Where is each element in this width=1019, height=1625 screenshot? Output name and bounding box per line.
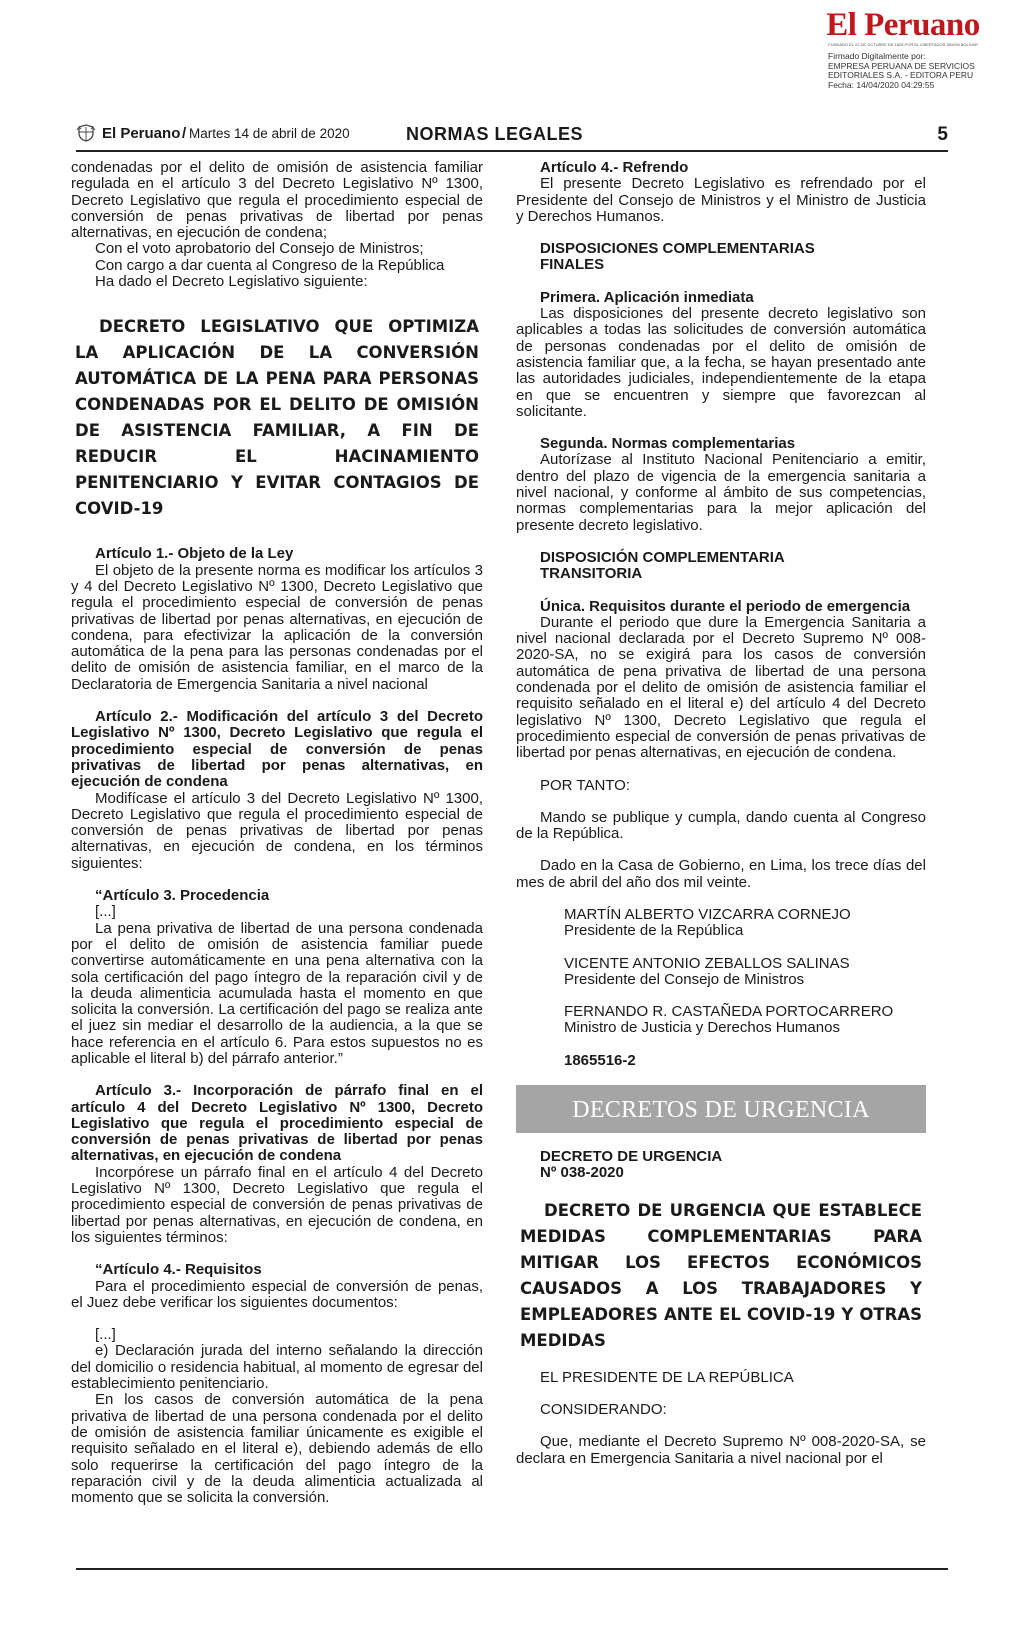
intro-paragraph: Con el voto aprobatorio del Consejo de Ministros; <box>95 240 424 258</box>
considerando-line: CONSIDERANDO: <box>540 1400 667 1418</box>
article-4-text: El presente Decreto Legislativo es refrendado por el Presidente del Consejo de Ministros y el Ministro de Justicia y Derechos Humanos. <box>516 175 926 225</box>
header-date: Martes 14 de abril de 2020 <box>189 126 350 141</box>
logo-tagline: FUNDADO EL 22 DE OCTUBRE DE 1825 POR EL LIBERTADOR SIMÓN BOLÍVAR <box>828 42 978 47</box>
signer-role: Presidente de la República <box>564 922 744 940</box>
intro-paragraph: condenadas por el delito de omisión de asistencia familiar regulada en el artículo 3 del Decreto Legislativo Nº 1300, Decreto Legislativo que regula el procedimiento especial de conversión de penas privativas de libertad por penas alternativas, en ejecución de condena; <box>71 159 483 242</box>
final-provisions-heading-2: FINALES <box>540 256 605 274</box>
article-3-text: Incorpórese un párrafo final en el artículo 4 del Decreto Legislativo Nº 1300, Decreto Legislativo que regula el procedimiento especial de conversión de penas privativas de libertad por penas alternativas, en ejecución de condena, en los siguientes términos: <box>71 1163 483 1246</box>
signature-line: EMPRESA PERUANA DE SERVICIOS <box>828 60 975 71</box>
sole-provision-heading: Única. Requisitos durante el periodo de emergencia <box>540 597 911 615</box>
whereas-paragraph: Que, mediante el Decreto Supremo Nº 008-2020-SA, se declara en Emergencia Sanitaria a nivel nacional por el <box>516 1433 926 1467</box>
quoted-ellipsis: [...] <box>95 1326 116 1344</box>
section-banner: DECRETOS DE URGENCIA <box>516 1085 926 1133</box>
por-tanto: POR TANTO: <box>540 776 631 794</box>
sole-provision-text: Durante el periodo que dure la Emergencia Sanitaria a nivel nacional declarada por el Decreto Supremo Nº 008-2020-SA, no se exigirá para los casos de conversión automática de pena privativa de libertad de una persona condenada por el delito de omisión de asistencia familiar el requisito señalado en el literal e) del artículo 4 del Decreto legislativo Nº 1300, Decreto Legislativo que regula el procedimiento especial de conversión de penas privativas de libertad por penas alternativas, en ejecución de condena. <box>516 613 926 762</box>
header-separator: / <box>182 125 187 142</box>
page-number: 5 <box>937 124 948 145</box>
signature-line: Fecha: 14/04/2020 04:29:55 <box>828 79 935 90</box>
quoted-final-paragraph: En los casos de conversión automática de la pena privativa de libertad de una persona condenada por el delito de omisión de asistencia familiar únicamente es exigible el requisito señalado en el literal e), debiendo además de ello solo requerirse la certificación del pago íntegro de la reparación civil y de la deuda alimenticia actualizada al momento que se solicita la conversión. <box>71 1391 483 1507</box>
article-1-heading: Artículo 1.- Objeto de la Ley <box>95 545 294 563</box>
article-1-text: El objeto de la presente norma es modificar los artículos 3 y 4 del Decreto Legislativo Nº 1300, Decreto Legislativo que regula el procedimiento especial de conversión de penas privativas de libertad por penas alternativas, en ejecución de condena, para efectivizar la aplicación de la conversión automática de la pena para las personas condenadas por el delito de omisión de asistencia familiar, en el marco de la Declaratoria de Emergencia Sanitaria a nivel nacional <box>71 561 483 693</box>
bottom-rule <box>76 1568 948 1570</box>
header-section: NORMAS LEGALES <box>406 124 584 144</box>
signature-line: Firmado Digitalmente por: <box>828 51 926 61</box>
urgency-decree-title: DECRETO DE URGENCIA <box>540 1148 723 1166</box>
transitory-provision-heading: DISPOSICIÓN COMPLEMENTARIA <box>540 548 785 566</box>
intro-paragraph: Con cargo a dar cuenta al Congreso de la República <box>95 256 445 274</box>
quoted-article-3-text: La pena privativa de libertad de una persona condenada por el delito de omisión de asistencia familiar puede convertirse automáticamente en una pena alternativa con la sola certificación del pago íntegro de la reparación civil y de la deuda alimenticia acumulada hasta el momento en que solicita la conversión. La certificación del pago se realiza ante el juez sin mediar el desarrollo de la audiencia, a la que se hace referencia en el artículo 6. Para estos supuestos no es aplicable el literal b) del párrafo anterior.” <box>71 919 483 1067</box>
president-line: EL PRESIDENTE DE LA REPÚBLICA <box>540 1368 794 1386</box>
dado-paragraph: Dado en la Casa de Gobierno, en Lima, los trece días del mes de abril del año dos mil veinte. <box>516 857 926 891</box>
article-2-text: Modifícase el artículo 3 del Decreto Legislativo Nº 1300, Decreto Legislativo que regula el procedimiento especial de conversión de penas privativas de libertad por penas alternativas, en ejecución de condena, en los términos siguientes: <box>71 789 483 872</box>
second-provision-heading: Segunda. Normas complementarias <box>540 435 796 453</box>
header-paper-name: El Peruano <box>102 125 181 142</box>
quoted-article-4-text: Para el procedimiento especial de conversión de penas, el Juez debe verificar los siguientes documentos: <box>71 1277 483 1311</box>
reference-number: 1865516-2 <box>564 1051 636 1069</box>
el-peruano-logo <box>818 8 988 47</box>
final-provisions-heading: DISPOSICIONES COMPLEMENTARIAS <box>540 240 815 258</box>
signer-name: FERNANDO R. CASTAÑEDA PORTOCARRERO <box>564 1003 894 1021</box>
logo-text: El Peruano <box>826 7 980 43</box>
article-3-heading: Artículo 3.- Incorporación de párrafo final en el artículo 4 del Decreto Legislativo Nº 1300, Decreto Legislativo que regula el procedimiento especial de conversión de penas privativas de libertad por penas alternativas, en ejecución de condena <box>71 1082 483 1165</box>
first-provision-heading: Primera. Aplicación inmediata <box>540 288 754 306</box>
article-2-heading: Artículo 2.- Modificación del artículo 3 del Decreto Legislativo Nº 1300, Decreto Legislativo que regula el procedimiento especial de conversión de penas privativas de libertad por penas alternativas, en ejecución de condena <box>71 708 483 791</box>
signer-role: Ministro de Justicia y Derechos Humanos <box>564 1019 840 1037</box>
first-provision-text: Las disposiciones del presente decreto legislativo son aplicables a todas las solicitudes de conversión automática de personas condenadas por el delito de omisión de asistencia familiar que, a la fecha, se hayan presentado ante las autoridades judiciales, independientemente de la etapa en que se encuentren y siempre que favorezcan al solicitante. <box>516 305 926 420</box>
signer-role: Presidente del Consejo de Ministros <box>564 970 805 988</box>
signer-name: VICENTE ANTONIO ZEBALLOS SALINAS <box>564 954 850 972</box>
decree-title: DECRETO LEGISLATIVO QUE OPTIMIZA LA APLICACIÓN DE LA CONVERSIÓN AUTOMÁTICA DE LA PENA PARA PERSONAS CONDENADAS POR EL DELITO DE OMISIÓN DE ASISTENCIA FAMILIAR, A FIN DE REDUCIR EL HACINAMIENTO PENITENCIARIO Y EVITAR CONTAGIOS DE COVID-19 <box>75 317 479 519</box>
digital-signature <box>828 52 998 90</box>
signer-name: MARTÍN ALBERTO VIZCARRA CORNEJO <box>564 905 851 923</box>
mando-paragraph: Mando se publique y cumpla, dando cuenta al Congreso de la República. <box>516 808 926 843</box>
right-column <box>516 160 926 1467</box>
quoted-article-4-heading: “Artículo 4.- Requisitos <box>95 1261 262 1279</box>
urgency-decree-subject: DECRETO DE URGENCIA QUE ESTABLECE MEDIDAS COMPLEMENTARIAS PARA MITIGAR LOS EFECTOS ECONÓMICOS CAUSADOS A LOS TRABAJADORES Y EMPLEADORES ANTE EL COVID-19 Y OTRAS MEDIDAS <box>520 1200 922 1350</box>
quoted-article-3-heading: “Artículo 3. Procedencia <box>95 887 270 905</box>
article-4-heading: Artículo 4.- Refrendo <box>540 159 689 176</box>
second-provision-text: Autorízase al Instituto Nacional Penitenciario a emitir, dentro del plazo de vigencia de la emergencia sanitaria a nivel nacional, y conforme al ámbito de sus competencias, normas complementarias para la mejor aplicación del presente decreto legislativo. <box>516 451 926 534</box>
coat-of-arms-icon <box>76 124 96 142</box>
page-header <box>76 124 948 152</box>
intro-paragraph: Ha dado el Decreto Legislativo siguiente: <box>95 273 368 291</box>
urgency-decree-number: Nº 038-2020 <box>540 1164 624 1182</box>
quoted-item-e: e) Declaración jurada del interno señalando la dirección del domicilio o residencia habitual, al momento de egresar del establecimiento penitenciario. <box>71 1342 483 1393</box>
left-column <box>71 160 483 1506</box>
quoted-ellipsis: [...] <box>95 903 116 921</box>
transitory-provision-heading-2: TRANSITORIA <box>540 565 643 583</box>
signature-line: EDITORIALES S.A. - EDITORA PERU <box>828 70 974 80</box>
